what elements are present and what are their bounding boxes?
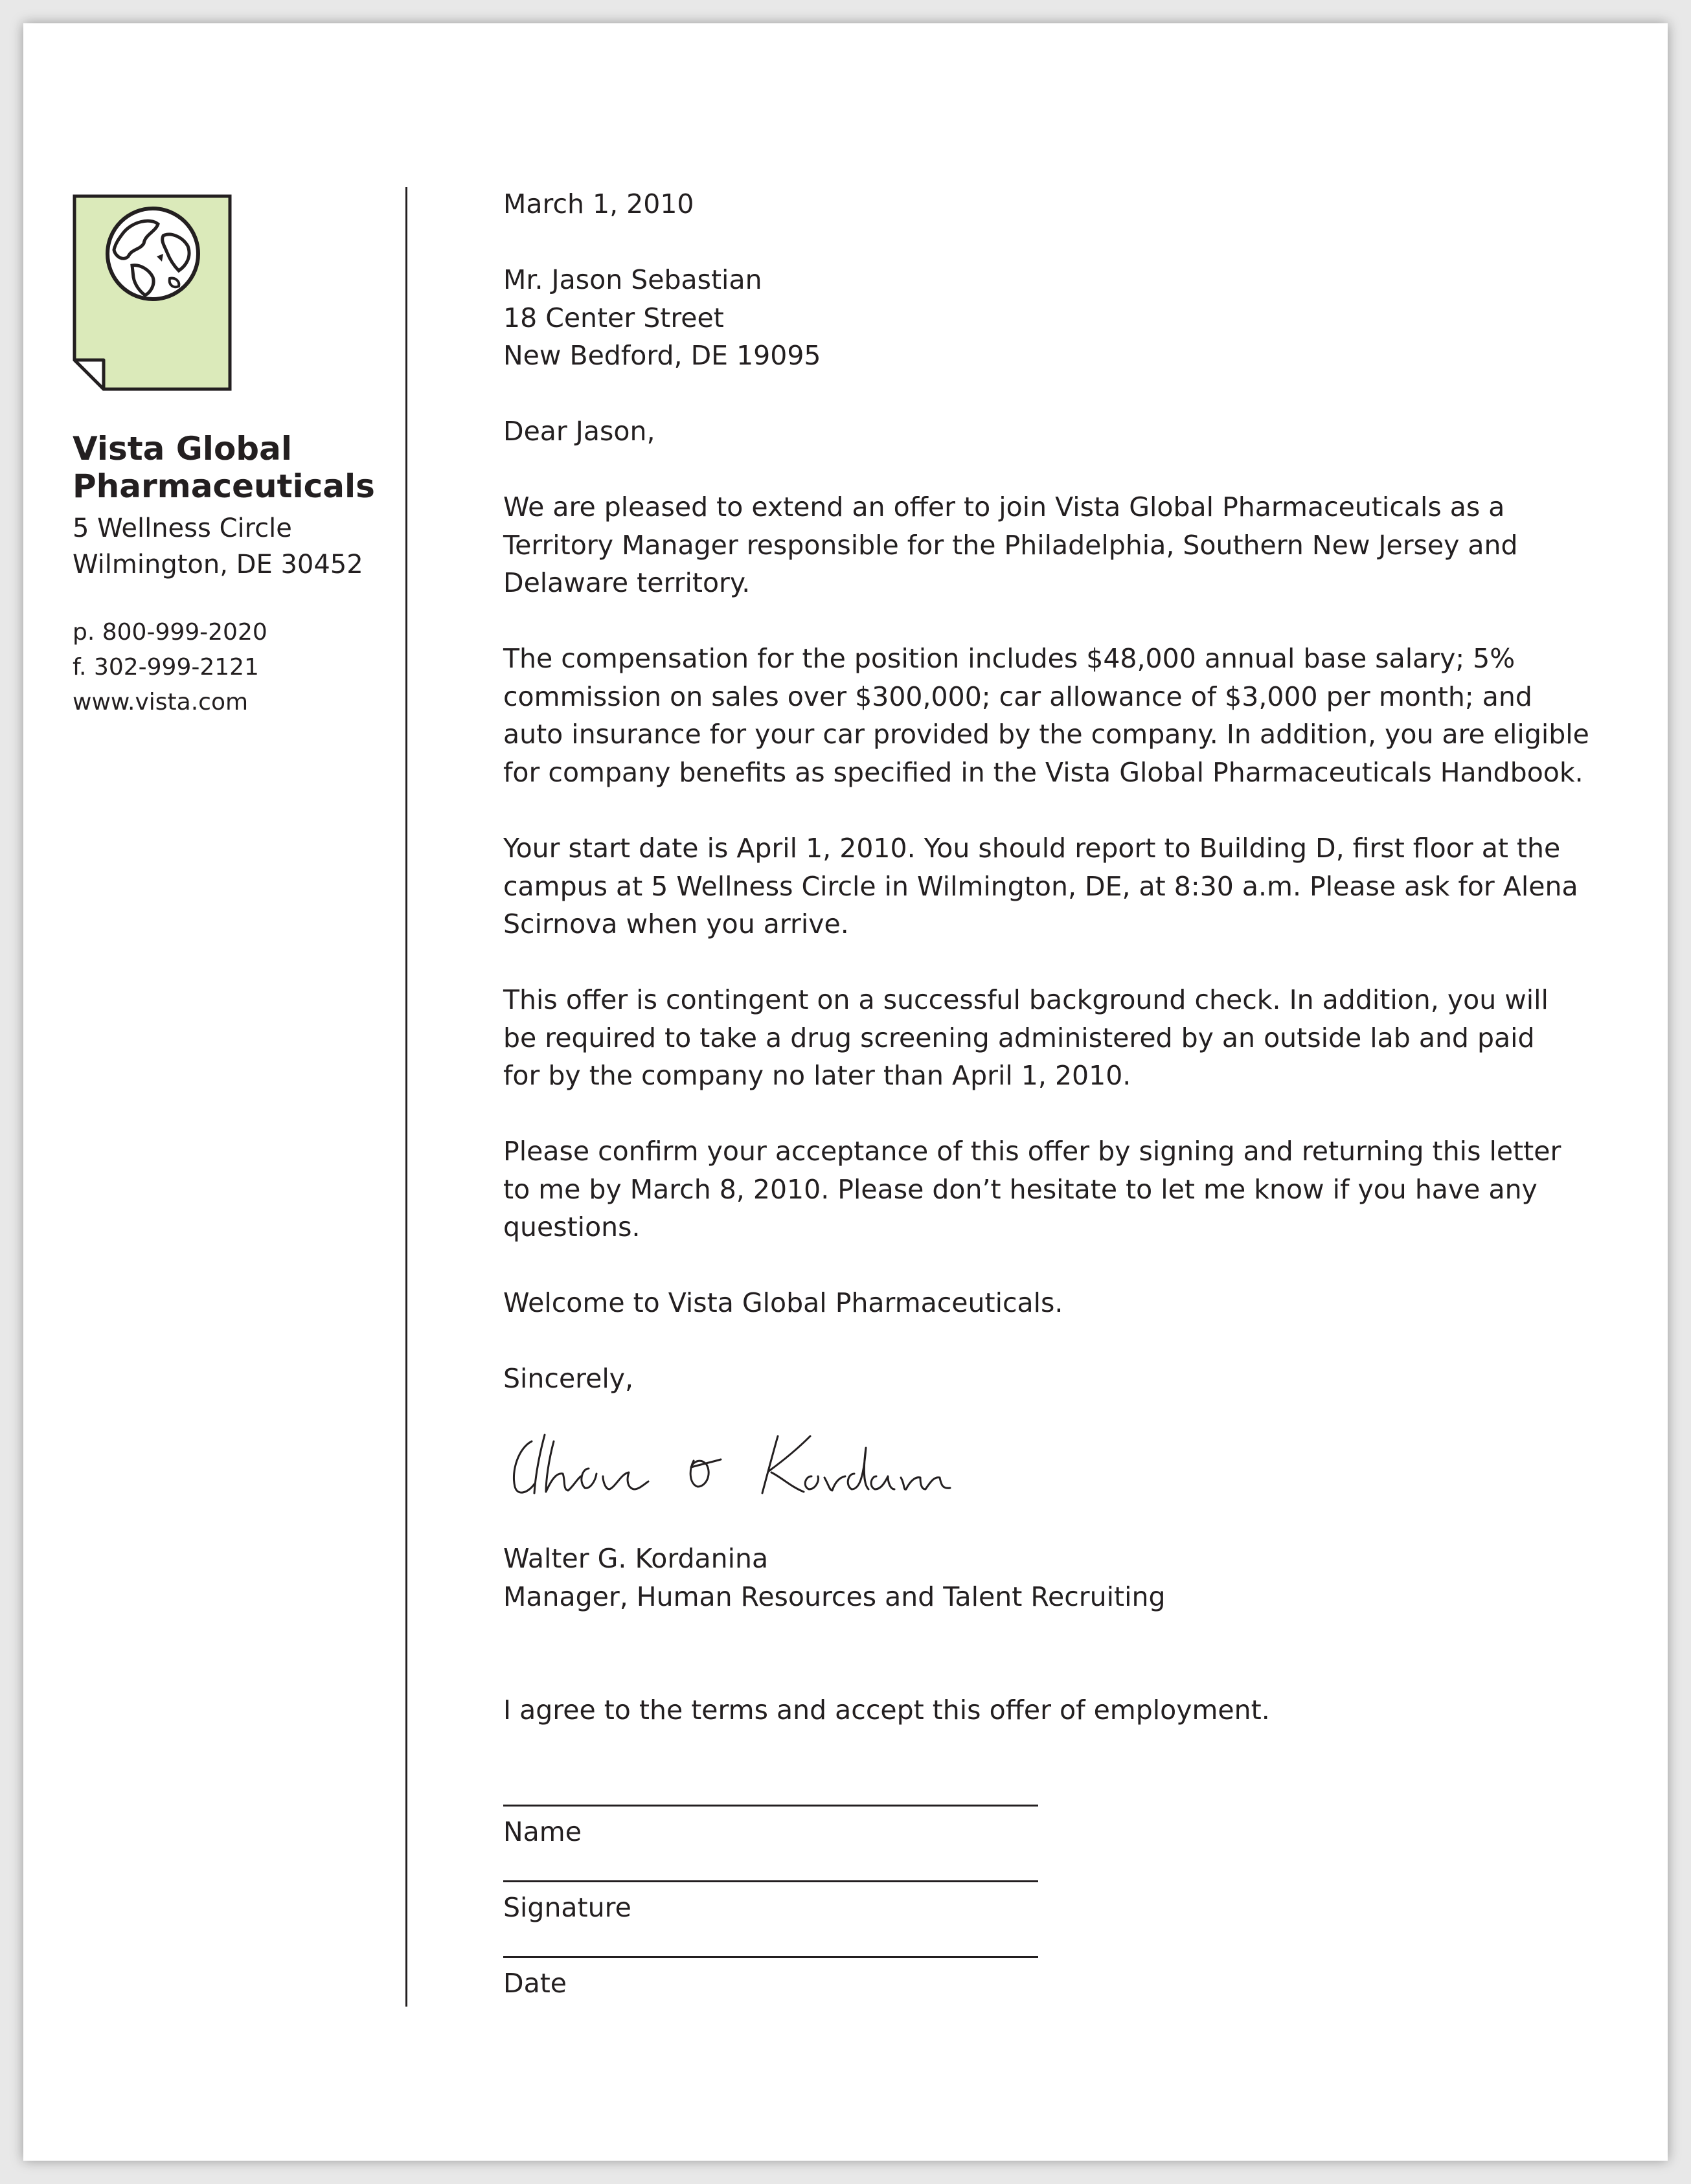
fax-number: f. 302-999-2121 [73, 654, 259, 681]
closing [503, 1360, 1565, 1398]
salutation [503, 412, 1565, 451]
handwritten-signature [506, 1422, 972, 1506]
paragraph-line: Welcome to Vista Global Pharmaceuticals. [503, 1287, 1063, 1318]
paragraph-line: Please confirm your acceptance of this offer by signing and returning this letter [503, 1136, 1561, 1167]
paragraph-line: This offer is contingent on a successful background check. In addition, you will [503, 984, 1549, 1015]
company-address [73, 510, 363, 583]
signer-title: Manager, Human Resources and Talent Recruiting [503, 1581, 1166, 1612]
company-contact [73, 615, 267, 720]
salutation-text: Dear Jason, [503, 416, 655, 447]
date-label: Date [503, 1968, 567, 1999]
company-name [73, 430, 435, 505]
recipient-city: New Bedford, DE 19095 [503, 340, 821, 371]
phone-number: p. 800-999-2020 [73, 619, 267, 646]
paragraph-line: commission on sales over $300,000; car allowance of $3,000 per month; and [503, 681, 1532, 712]
paragraph-line: auto insurance for your car provided by the company. In addition, you are eligible [503, 719, 1589, 750]
name-label: Name [503, 1816, 582, 1847]
website-link: www.vista.com [73, 689, 249, 715]
signature-label: Signature [503, 1892, 631, 1923]
paragraph-line: for by the company no later than April 1, 2010. [503, 1060, 1131, 1091]
acceptance-text: I agree to the terms and accept this offer of employment. [503, 1694, 1270, 1726]
signer-block [503, 1540, 1565, 1615]
paragraph-line: We are pleased to extend an offer to join Vista Global Pharmaceuticals as a [503, 491, 1505, 523]
paragraph-line: The compensation for the position includes $48,000 annual base salary; 5% [503, 643, 1515, 674]
paragraph-line: questions. [503, 1211, 641, 1243]
vertical-divider [405, 187, 407, 2007]
date-text: March 1, 2010 [503, 188, 694, 220]
address-line-1: 5 Wellness Circle [73, 513, 292, 543]
letter-page [23, 23, 1668, 2161]
name-field-label [503, 1813, 1565, 1851]
paragraph-confirm [503, 1132, 1565, 1246]
signature-field-label [503, 1889, 1565, 1927]
signature-signature-line[interactable] [503, 1880, 1038, 1882]
company-name-line-1: Vista Global [73, 430, 292, 467]
paragraph-line: Your start date is April 1, 2010. You should report to Building D, first floor at the [503, 833, 1561, 864]
paragraph-line: Territory Manager responsible for the Philadelphia, Southern New Jersey and [503, 529, 1518, 561]
signer-name: Walter G. Kordanina [503, 1543, 769, 1574]
paragraph-line: for company benefits as specified in the Vista Global Pharmaceuticals Handbook. [503, 756, 1583, 788]
date-signature-line[interactable] [503, 1956, 1038, 1958]
recipient-street: 18 Center Street [503, 302, 724, 333]
acceptance-statement [503, 1691, 1565, 1729]
paragraph-start-date [503, 829, 1578, 943]
date-field-label [503, 1964, 1565, 2003]
paragraph-line: campus at 5 Wellness Circle in Wilmington, DE, at 8:30 a.m. Please ask for Alena [503, 870, 1578, 902]
recipient-address [503, 261, 1565, 375]
paragraph-welcome [503, 1284, 1565, 1322]
name-signature-line[interactable] [503, 1805, 1038, 1807]
paragraph-line: be required to take a drug screening administered by an outside lab and paid [503, 1022, 1535, 1053]
paragraph-compensation [503, 640, 1589, 791]
paragraph-line: Scirnova when you arrive. [503, 908, 849, 940]
address-line-2: Wilmington, DE 30452 [73, 550, 363, 580]
paragraph-contingency [503, 981, 1565, 1095]
letter-date [503, 185, 1565, 223]
company-name-line-2: Pharmaceuticals [73, 467, 375, 505]
paragraph-line: to me by March 8, 2010. Please don’t hesitate to let me know if you have any [503, 1173, 1538, 1205]
paragraph-offer [503, 488, 1565, 602]
paragraph-line: Delaware territory. [503, 567, 751, 598]
globe-page-icon [73, 194, 232, 391]
recipient-name: Mr. Jason Sebastian [503, 264, 762, 295]
closing-text: Sincerely, [503, 1363, 634, 1394]
